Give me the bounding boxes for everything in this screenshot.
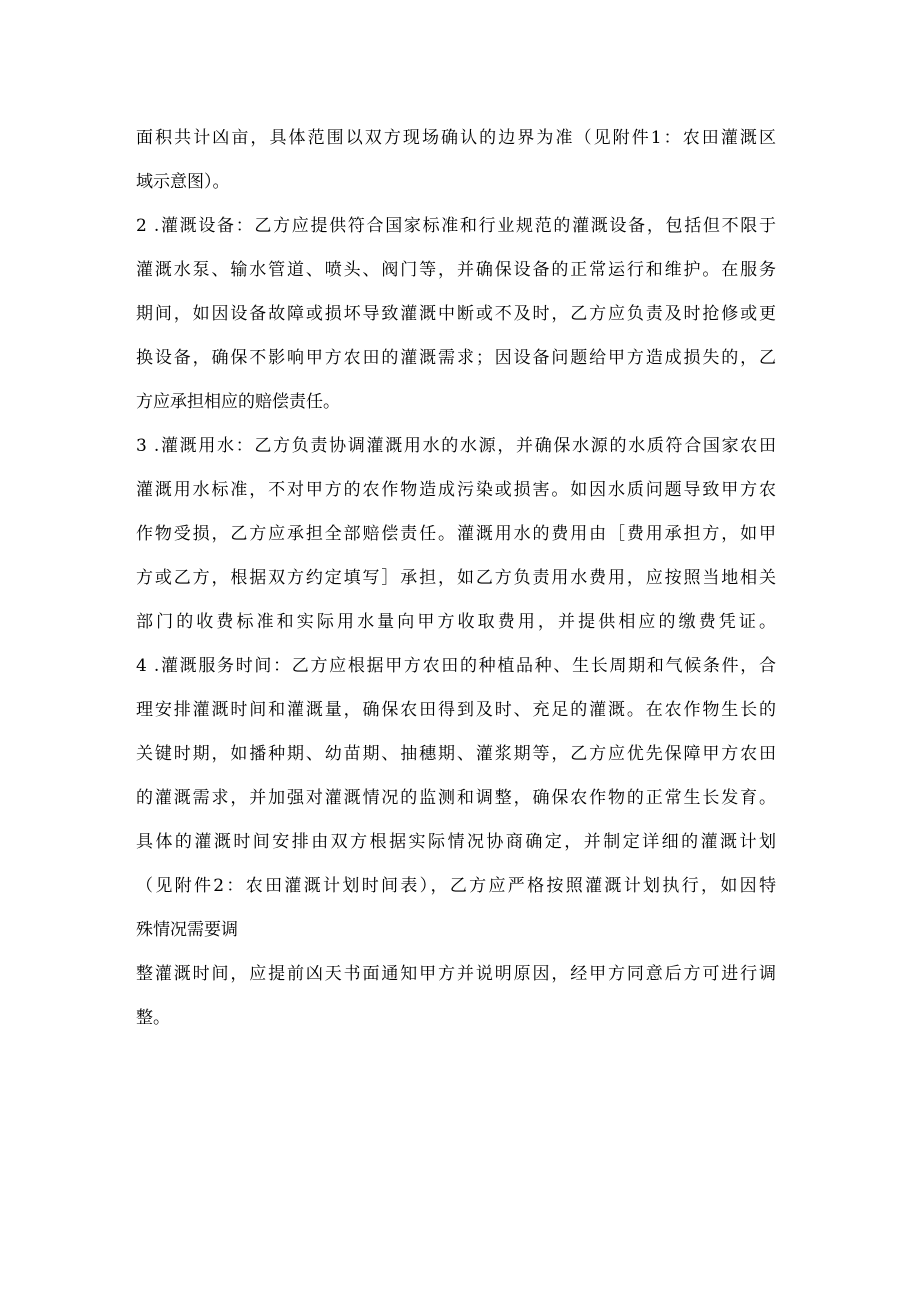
text-line: （见附件2：农田灌溉计划时间表），乙方应严格按照灌溉计划执行，如因特 — [136, 876, 776, 896]
document-body — [136, 116, 776, 1040]
text-line: 3 .灌溉用水：乙方负责协调灌溉用水的水源，并确保水源的水质符合国家农田 — [136, 436, 776, 456]
text-line: 灌溉用水标准，不对甲方的农作物造成污染或损害。如因水质问题导致甲方农 — [136, 480, 776, 500]
text-line: 殊情况需要调 — [136, 920, 238, 940]
text-line: 方或乙方，根据双方约定填写］承担，如乙方负责用水费用，应按照当地相关 — [136, 568, 776, 588]
text-line: 理安排灌溉时间和灌溉量，确保农田得到及时、充足的灌溉。在农作物生长的 — [136, 700, 776, 720]
text-line: 换设备，确保不影响甲方农田的灌溉需求；因设备问题给甲方造成损失的，乙 — [136, 348, 776, 368]
text-line: 部门的收费标准和实际用水量向甲方收取费用，并提供相应的缴费凭证。 — [136, 612, 776, 632]
text-line: 灌溉水泵、输水管道、喷头、阀门等，并确保设备的正常运行和维护。在服务 — [136, 260, 776, 280]
text-line: 2 .灌溉设备：乙方应提供符合国家标准和行业规范的灌溉设备，包括但不限于 — [136, 216, 776, 236]
text-line: 作物受损，乙方应承担全部赔偿责任。灌溉用水的费用由［费用承担方，如甲 — [136, 524, 776, 544]
text-line: 整。 — [136, 1008, 170, 1028]
text-line: 的灌溉需求，并加强对灌溉情况的监测和调整，确保农作物的正常生长发育。 — [136, 788, 776, 808]
text-line: 整灌溉时间，应提前凶天书面通知甲方并说明原因，经甲方同意后方可进行调 — [136, 964, 776, 984]
text-line: 域示意图）。 — [136, 172, 230, 192]
text-line: 期间，如因设备故障或损坏导致灌溉中断或不及时，乙方应负责及时抢修或更 — [136, 304, 776, 324]
text-line: 关键时期，如播种期、幼苗期、抽穗期、灌浆期等，乙方应优先保障甲方农田 — [136, 744, 776, 764]
text-line: 面积共计凶亩，具体范围以双方现场确认的边界为准（见附件1：农田灌溉区 — [136, 128, 776, 148]
text-line: 方应承担相应的赔偿责任。 — [136, 392, 340, 412]
text-line: 具体的灌溉时间安排由双方根据实际情况协商确定，并制定详细的灌溉计划 — [136, 832, 776, 852]
text-line: 4 .灌溉服务时间：乙方应根据甲方农田的种植品种、生长周期和气候条件，合 — [136, 656, 776, 676]
